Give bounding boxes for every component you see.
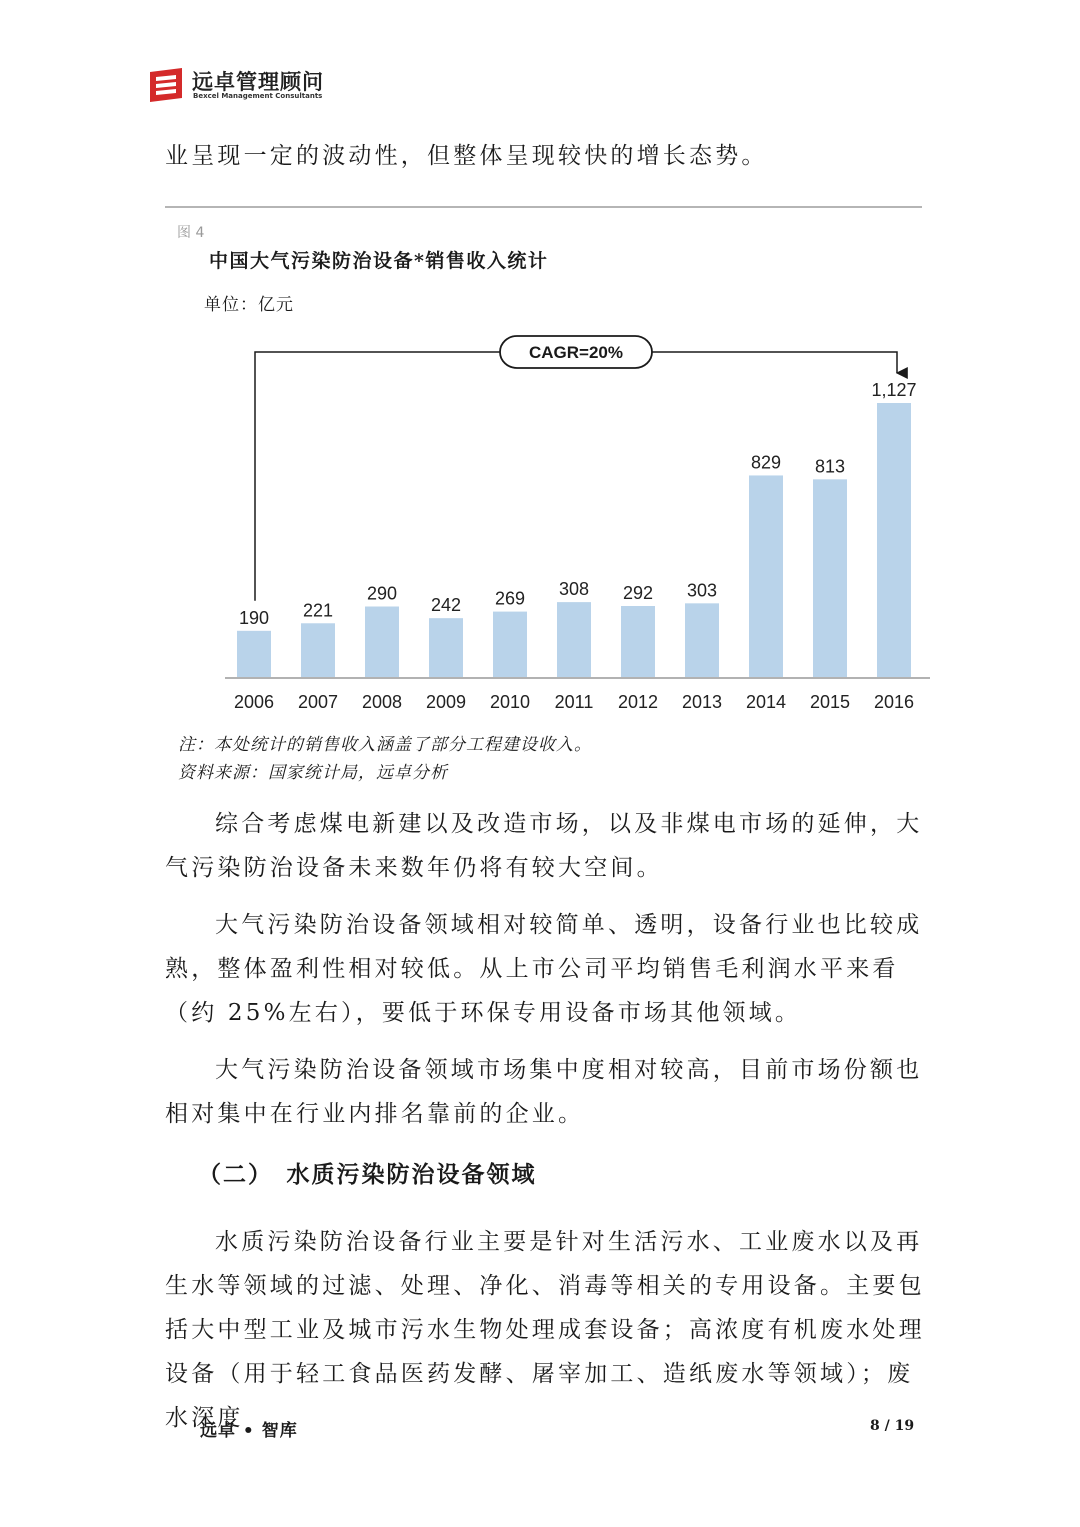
- x-tick-label-2015: 2015: [809, 692, 851, 712]
- value-label-2007: 221: [302, 600, 334, 621]
- x-tick-label-2014: 2014: [745, 692, 787, 712]
- figure-divider: [165, 206, 922, 208]
- footer-brand: 远卓 • 智库: [200, 1421, 298, 1441]
- paragraph-water-equipment: 水质污染防治设备行业主要是针对生活污水、工业废水以及再生水等领域的过滤、处理、净化、消毒等相关的专用设备。主要包括大中型工业及城市污水生物处理成套设备；高浓度有机废水处理设备（用于轻工食品医药发酵、屠宰加工、造纸废水等领域）；废水深度: [165, 1229, 925, 1431]
- x-tick-label-2010: 2010: [489, 692, 531, 712]
- section-heading: （二） 水质污染防治设备领域: [198, 1161, 537, 1188]
- bar-2016: [877, 403, 911, 677]
- brand-logo-icon: [146, 68, 186, 102]
- value-label-2013: 303: [686, 580, 718, 601]
- value-label-2014: 829: [750, 452, 782, 473]
- figure-label: 图 4: [177, 225, 205, 241]
- bar-2007: [301, 623, 335, 677]
- bar-2014: [749, 475, 783, 677]
- bar-2006: [237, 631, 271, 677]
- brand-name-cn: 远卓管理顾问: [192, 69, 324, 94]
- bar-2010: [493, 612, 527, 677]
- paragraph-market-outlook: 综合考虑煤电新建以及改造市场，以及非煤电市场的延伸，大气污染防治设备未来数年仍将有较大空间。: [165, 811, 923, 881]
- cagr-bracket-line: [255, 352, 897, 604]
- x-tick-label-2007: 2007: [297, 692, 339, 712]
- figure-unit: 单位：亿元: [204, 295, 294, 315]
- cagr-annotation-label: CAGR=20%: [528, 343, 624, 362]
- x-tick-label-2012: 2012: [617, 692, 659, 712]
- x-tick-label-2016: 2016: [873, 692, 915, 712]
- value-label-2008: 290: [366, 583, 398, 604]
- bar-2012: [621, 606, 655, 677]
- x-tick-label-2013: 2013: [681, 692, 723, 712]
- brand-logo: [146, 66, 346, 106]
- bar-2015: [813, 479, 847, 677]
- page-number: 8 / 19: [870, 1418, 915, 1434]
- value-label-2015: 813: [814, 456, 846, 477]
- value-label-2006: 190: [238, 607, 270, 628]
- paragraph-intro: 业呈现一定的波动性，但整体呈现较快的增长态势。: [165, 143, 768, 169]
- value-label-2012: 292: [622, 583, 654, 604]
- value-label-2009: 242: [430, 595, 462, 616]
- figure-note: 注：本处统计的销售收入涵盖了部分工程建设收入。: [178, 735, 592, 755]
- paragraph-profitability: 大气污染防治设备领域相对较简单、透明，设备行业也比较成熟，整体盈利性相对较低。从上市公司平均销售毛利润水平来看（约 25%左右），要低于环保专用设备市场其他领域。: [165, 912, 923, 1026]
- value-label-2010: 269: [494, 588, 526, 609]
- figure-title: 中国大气污染防治设备*销售收入统计: [209, 250, 549, 272]
- bar-2013: [685, 603, 719, 677]
- brand-name-en: Bexcel Management Consultants: [193, 92, 323, 100]
- value-label-2011: 308: [558, 579, 590, 600]
- paragraph-concentration: 大气污染防治设备领域市场集中度相对较高，目前市场份额也相对集中在行业内排名靠前的企业。: [165, 1057, 923, 1127]
- x-tick-label-2011: 2011: [554, 692, 594, 712]
- x-tick-label-2009: 2009: [425, 692, 467, 712]
- x-tick-label-2008: 2008: [361, 692, 403, 712]
- bar-2008: [365, 606, 399, 677]
- value-label-2016: 1,127: [871, 380, 917, 400]
- sales-bar-chart: [170, 330, 940, 720]
- bar-2009: [429, 618, 463, 677]
- bar-2011: [557, 602, 591, 677]
- figure-source: 资料来源：国家统计局，远卓分析: [178, 763, 448, 783]
- x-tick-label-2006: 2006: [233, 692, 275, 712]
